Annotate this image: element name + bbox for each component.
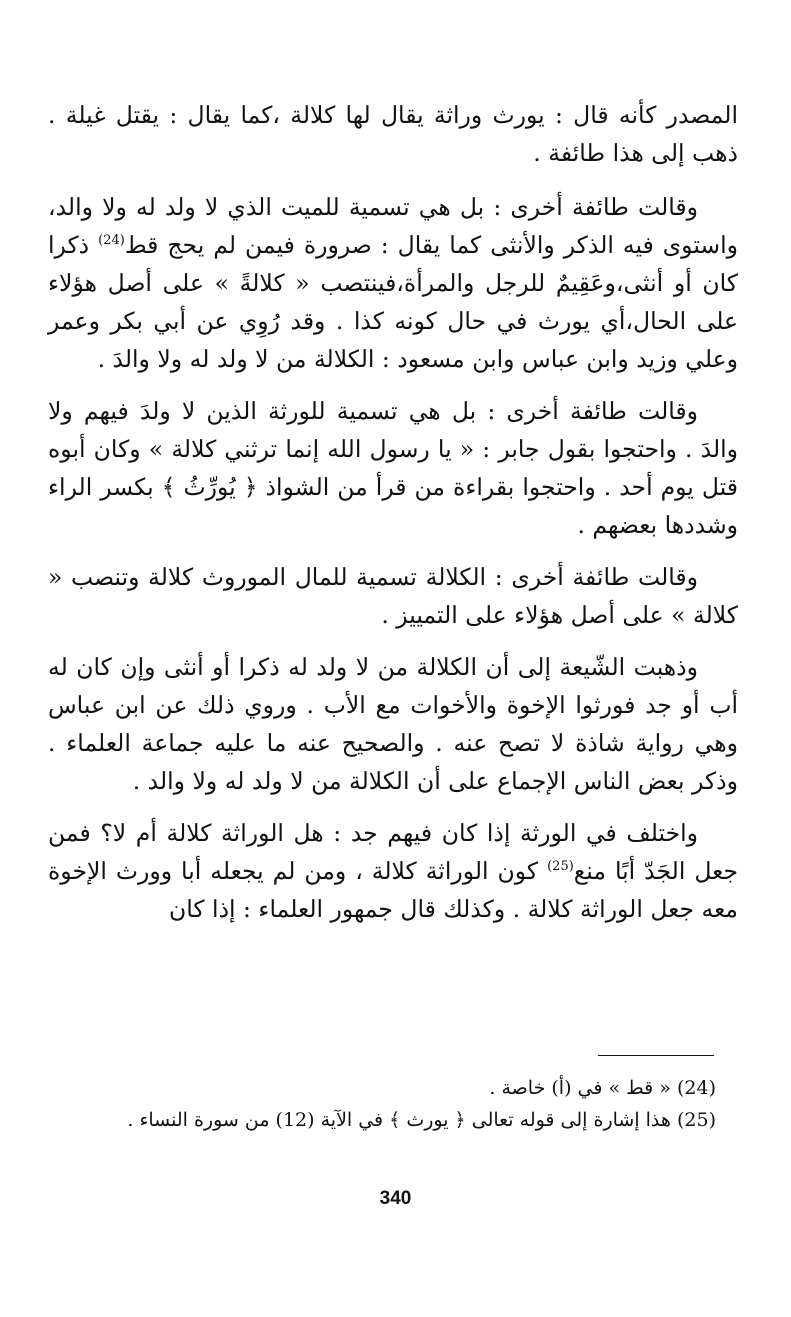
footnote-24: (24) « قط » في (أ) خاصة .: [489, 1077, 716, 1099]
paragraph-2: [48, 188, 738, 378]
paragraph-6-part-b: كون الوراثة كلالة ، ومن لم يجعله أبا وورث الإخوة معه جعل الوراثة كلالة . وكذلك قال جمهور العلماء : إذا كان: [48, 857, 738, 923]
footnote-ref-24: (24): [98, 233, 125, 249]
main-text: [48, 96, 738, 942]
paragraph-6: [48, 814, 738, 928]
footnote-ref-25: (25): [547, 859, 574, 875]
page-number: 340: [379, 1188, 412, 1209]
paragraph-2-part-a: وقالت طائفة أخرى : بل هي تسمية للميت الذي لا ولد له ولا والد، واستوى فيه الذكر والأنثى كما يقال : صرورة فيمن لم يحج قط: [48, 193, 738, 259]
paragraph-2-part-b: ذكرا كان أو أنثى،وعَقِيمٌ للرجل والمرأة،فينتصب « كلالةً » على أصل هؤلاء على الحال،أي يورث في حال كونه كذا . وقد رُوِي عن أبي بكر وعمر وعلي وزيد وابن عباس وابن مسعود : الكلالة من لا ولد له ولا والدَ .: [48, 231, 738, 373]
paragraph-4: وقالت طائفة أخرى : الكلالة تسمية للمال الموروث كلالة وتنصب « كلالة » على أصل هؤلاء على التمييز .: [48, 563, 738, 629]
footnote-divider: [598, 1055, 714, 1056]
paragraph-1: المصدر كأنه قال : يورث وراثة يقال لها كلالة ،كما يقال : يقتل غيلة . ذهب إلى هذا طائفة .: [48, 101, 738, 167]
footnote-25: (25) هذا إشارة إلى قوله تعالى ﴿ يورث ﴾ في الآية (12) من سورة النساء .: [127, 1109, 716, 1131]
paragraph-6-part-a: واختلف في الورثة إذا كان فيهم جد : هل الوراثة كلالة أم لا؟ فمن جعل الجَدّ أبًا منع: [48, 819, 738, 885]
footnotes: [48, 1072, 716, 1136]
paragraph-3: وقالت طائفة أخرى : بل هي تسمية للورثة الذين لا ولدَ فيهم ولا والدَ . واحتجوا بقول جابر : « يا رسول الله إنما ترثني كلالة » وكان أبوه قتل يوم أحد . واحتجوا بقراءة من قرأ من الشواذ ﴿ يُورِّثُ ﴾ بكسر الراء وشددها بعضهم .: [48, 397, 738, 539]
paragraph-5: وذهبت الشّيعة إلى أن الكلالة من لا ولد له ذكرا أو أنثى وإن كان له أب أو جد فورثوا الإخوة والأخوات مع الأب . وروي ذلك عن ابن عباس وهي رواية شاذة لا تصح عنه . والصحيح عنه ما عليه جماعة العلماء . وذكر بعض الناس الإجماع على أن الكلالة من لا ولد له ولا والد .: [48, 653, 738, 795]
